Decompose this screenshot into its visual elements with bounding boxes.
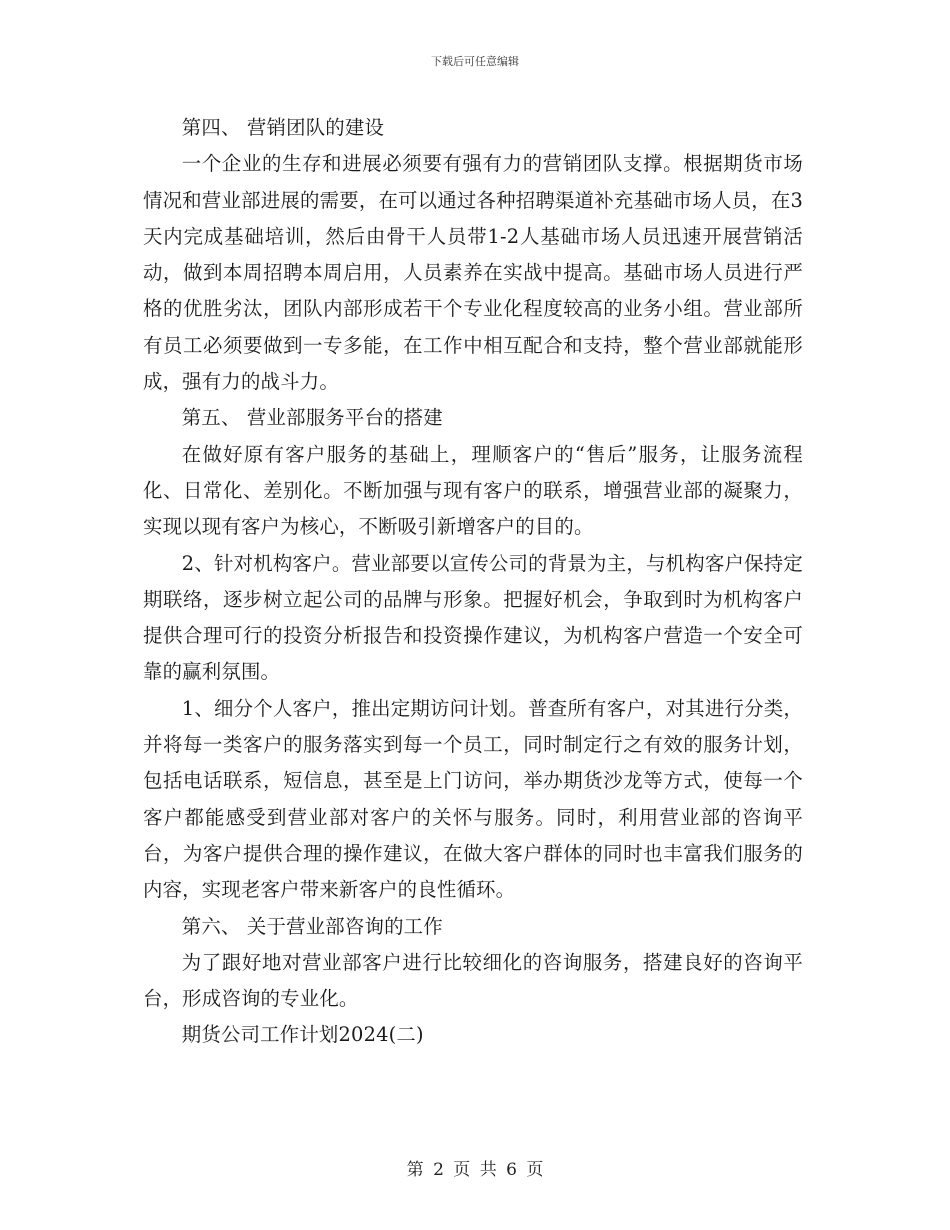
paragraph-individual-clients: 1、细分个人客户，推出定期访问计划。普查所有客户，对其进行分类，并将每一类客户的服务落实到每一个员工，同时制定行之有效的服务计划，包括电话联系，短信息，甚至是上门访问，举办期货沙龙等方式，使每一个客户都能感受到营业部对客户的关怀与服务。同时，利用营业部的咨询平台，为客户提供合理的操作建议，在做大客户群体的同时也丰富我们服务的内容，实现老客户带来新客户的良性循环。 [143,696,803,902]
section-heading-5: 第五、 营业部服务平台的搭建 [181,406,443,430]
paragraph-consulting: 为了跟好地对营业部客户进行比较细化的咨询服务，搭建良好的咨询平台，形成咨询的专业化。 [143,950,803,1011]
document-subtitle: 期货公司工作计划2024(二) [181,1023,424,1047]
paragraph-team-building: 一个企业的生存和进展必须要有强有力的营销团队支撑。根据期货市场情况和营业部进展的需要，在可以通过各种招聘渠道补充基础市场人员，在3天内完成基础培训，然后由骨干人员带1-2人基础市场人员迅速开展营销活动，做到本周招聘本周启用，人员素养在实战中提高。基础市场人员进行严格的优胜劣汰，团队内部形成若干个专业化程度较高的业务小组。营业部所有员工必须要做到一专多能，在工作中相互配合和支持，整个营业部就能形成，强有力的战斗力。 [143,152,803,394]
section-heading-4: 第四、 营销团队的建设 [181,116,385,139]
document-body [143,110,803,1054]
section-heading-6: 第六、 关于营业部咨询的工作 [181,914,443,938]
page-header: 下载后可任意编辑 [431,55,519,68]
paragraph-institutional-clients: 2、针对机构客户。营业部要以宣传公司的背景为主，与机构客户保持定期联络，逐步树立起公司的品牌与形象。把握好机会，争取到时为机构客户提供合理可行的投资分析报告和投资操作建议，为机构客户营造一个安全可靠的赢利氛围。 [143,551,803,684]
paragraph-service-platform: 在做好原有客户服务的基础上，理顺客户的“售后”服务，让服务流程化、日常化、差别化。不断加强与现有客户的联系，增强营业部的凝聚力，实现以现有客户为核心，不断吸引新增客户的目的。 [143,442,803,539]
page-footer: 第 2 页 共 6 页 [406,1160,544,1180]
